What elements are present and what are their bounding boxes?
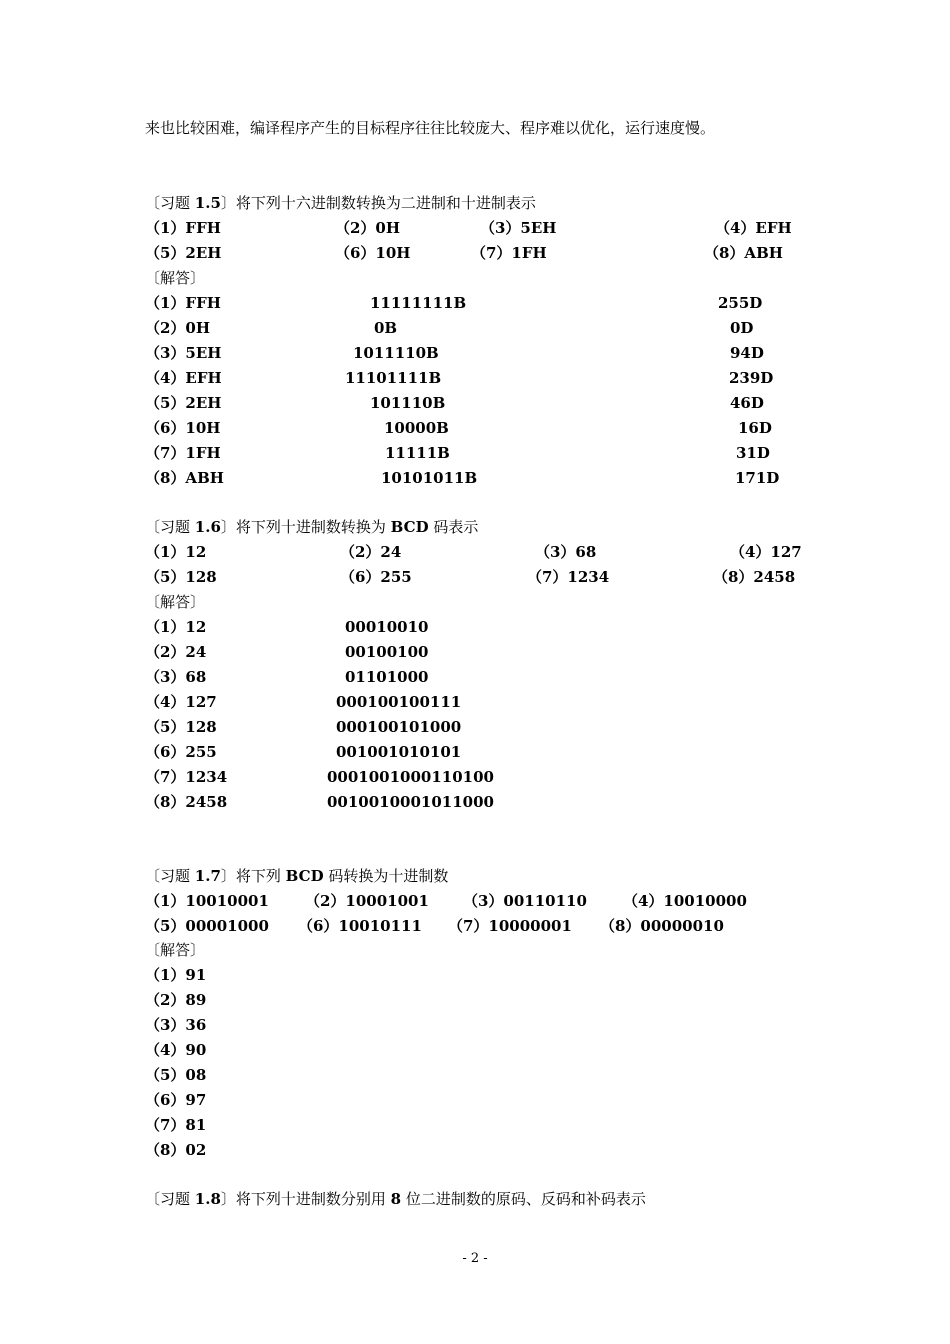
question-item: （3）5EH	[480, 219, 557, 237]
question-item: （6）255	[340, 568, 412, 586]
intro-paragraph: 来也比较困难，编译程序产生的目标程序往往比较庞大、程序难以优化，运行速度慢。	[145, 119, 716, 137]
answer-label: （3）5EH	[145, 344, 222, 362]
answer-decimal: 255D	[718, 294, 763, 312]
question-item: （4）10010000	[623, 892, 747, 910]
answer-item: （7）81	[145, 1116, 207, 1134]
question-item: （7）1234	[527, 568, 610, 586]
answer-bcd: 00010010	[345, 618, 429, 636]
answer-item: （1）91	[145, 966, 207, 984]
answer-binary: 101110B	[370, 394, 446, 412]
answer-label: （7）1234	[145, 768, 228, 786]
question-item: （8）ABH	[704, 244, 783, 262]
question-item: （8）00000010	[600, 917, 724, 935]
answer-item: （8）02	[145, 1141, 207, 1159]
question-item: （3）00110110	[463, 892, 587, 910]
question-item: （4）127	[730, 543, 802, 561]
answer-decimal: 31D	[736, 444, 770, 462]
answer-binary: 11111111B	[370, 294, 467, 312]
answer-decimal: 171D	[735, 469, 780, 487]
exercise-1-5-title: 〔习题 1.5〕将下列十六进制数转换为二进制和十进制表示	[145, 194, 536, 212]
answer-label: （8）ABH	[145, 469, 224, 487]
answer-label: （1）12	[145, 618, 207, 636]
question-item: （7）10000001	[448, 917, 572, 935]
answer-binary: 1011110B	[353, 344, 439, 362]
answer-bcd: 0001001000110100	[327, 768, 494, 786]
answer-item: （3）36	[145, 1016, 207, 1034]
exercise-1-6-title: 〔习题 1.6〕将下列十进制数转换为 BCD 码表示	[145, 518, 479, 536]
question-item: （1）10010001	[145, 892, 269, 910]
answer-heading: 〔解答〕	[145, 269, 206, 287]
question-item: （8）2458	[713, 568, 796, 586]
question-item: （6）10010111	[298, 917, 422, 935]
answer-label: （5）2EH	[145, 394, 222, 412]
question-item: （5）2EH	[145, 244, 222, 262]
exercise-1-8-title: 〔习题 1.8〕将下列十进制数分别用 8 位二进制数的原码、反码和补码表示	[145, 1190, 646, 1208]
answer-bcd: 000100101000	[336, 718, 462, 736]
question-item: （5）00001000	[145, 917, 269, 935]
answer-label: （5）128	[145, 718, 217, 736]
question-item: （2）24	[340, 543, 402, 561]
answer-label: （2）24	[145, 643, 207, 661]
question-item: （5）128	[145, 568, 217, 586]
answer-binary: 0B	[374, 319, 398, 337]
answer-label: （4）127	[145, 693, 217, 711]
answer-decimal: 46D	[730, 394, 764, 412]
question-item: （4）EFH	[715, 219, 792, 237]
answer-decimal: 16D	[738, 419, 772, 437]
answer-decimal: 94D	[730, 344, 764, 362]
answer-label: （4）EFH	[145, 369, 222, 387]
question-item: （2）0H	[335, 219, 401, 237]
exercise-1-7-title: 〔习题 1.7〕将下列 BCD 码转换为十进制数	[145, 867, 449, 885]
answer-heading: 〔解答〕	[145, 941, 206, 959]
answer-bcd: 0010010001011000	[327, 793, 494, 811]
answer-heading: 〔解答〕	[145, 593, 206, 611]
answer-item: （4）90	[145, 1041, 207, 1059]
question-item: （6）10H	[335, 244, 411, 262]
answer-binary: 11101111B	[345, 369, 442, 387]
answer-label: （3）68	[145, 668, 207, 686]
answer-bcd: 000100100111	[336, 693, 462, 711]
page-number: - 2 -	[462, 1251, 488, 1266]
answer-item: （5）08	[145, 1066, 207, 1084]
question-item: （3）68	[535, 543, 597, 561]
answer-binary: 11111B	[385, 444, 450, 462]
answer-binary: 10000B	[384, 419, 449, 437]
answer-bcd: 00100100	[345, 643, 429, 661]
question-item: （7）1FH	[471, 244, 547, 262]
question-item: （2）10001001	[305, 892, 429, 910]
answer-label: （6）10H	[145, 419, 221, 437]
answer-label: （6）255	[145, 743, 217, 761]
answer-bcd: 001001010101	[336, 743, 462, 761]
answer-item: （2）89	[145, 991, 207, 1009]
answer-decimal: 239D	[729, 369, 774, 387]
answer-label: （7）1FH	[145, 444, 221, 462]
question-item: （1）FFH	[145, 219, 221, 237]
question-item: （1）12	[145, 543, 207, 561]
answer-decimal: 0D	[730, 319, 754, 337]
answer-label: （1）FFH	[145, 294, 221, 312]
answer-label: （2）0H	[145, 319, 211, 337]
answer-item: （6）97	[145, 1091, 207, 1109]
answer-binary: 10101011B	[381, 469, 478, 487]
answer-label: （8）2458	[145, 793, 228, 811]
answer-bcd: 01101000	[345, 668, 429, 686]
